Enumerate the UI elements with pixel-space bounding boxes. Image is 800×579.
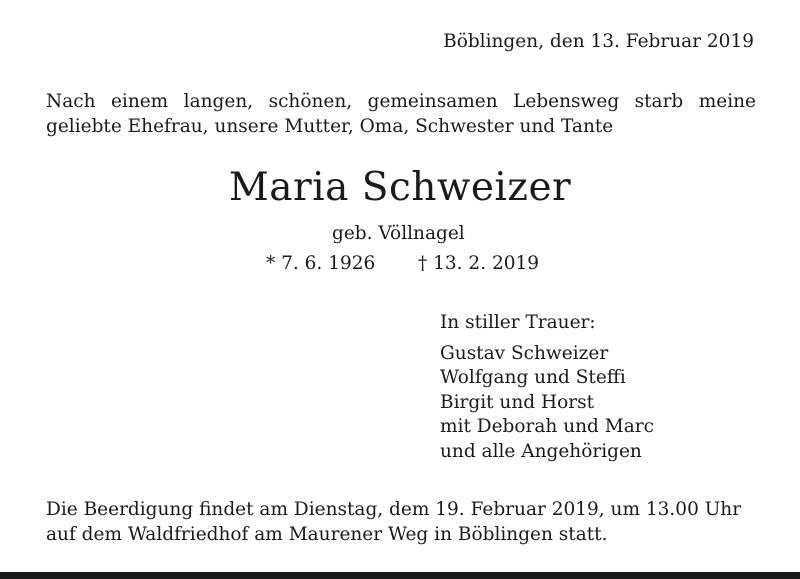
mourner-name: Gustav Schweizer — [440, 342, 609, 364]
funeral-line-1: Die Beerdigung findet am Dienstag, dem 19. Februar 2019, um 13.00 Uhr — [46, 499, 742, 520]
intro-line-1: Nach einem langen, schönen, gemeinsamen Lebensweg starb meine — [46, 91, 756, 112]
funeral-info — [46, 497, 741, 547]
mourner-name: Wolfgang und Steffi — [440, 367, 626, 388]
maiden-name: geb. Völlnagel — [332, 223, 465, 244]
mourner-name: Birgit und Horst — [440, 391, 595, 413]
birth-date: * 7. 6. 1926 — [266, 253, 376, 274]
mourning-heading: In stiller Trauer: — [440, 312, 596, 333]
mourner-name: und alle Angehörigen — [440, 440, 642, 462]
intro-text — [46, 89, 756, 139]
intro-line-2: geliebte Ehefrau, unsere Mutter, Oma, Schwester und Tante — [46, 116, 614, 137]
bottom-divider — [0, 572, 800, 579]
mourner-name: mit Deborah und Marc — [440, 416, 654, 437]
deceased-name: Maria Schweizer — [228, 165, 572, 210]
place-date: Böblingen, den 13. Februar 2019 — [443, 31, 754, 52]
funeral-line-2: auf dem Waldfriedhof am Maurener Weg in Böblingen statt. — [46, 524, 608, 545]
mourners-block — [440, 311, 654, 464]
death-date: † 13. 2. 2019 — [418, 253, 540, 274]
